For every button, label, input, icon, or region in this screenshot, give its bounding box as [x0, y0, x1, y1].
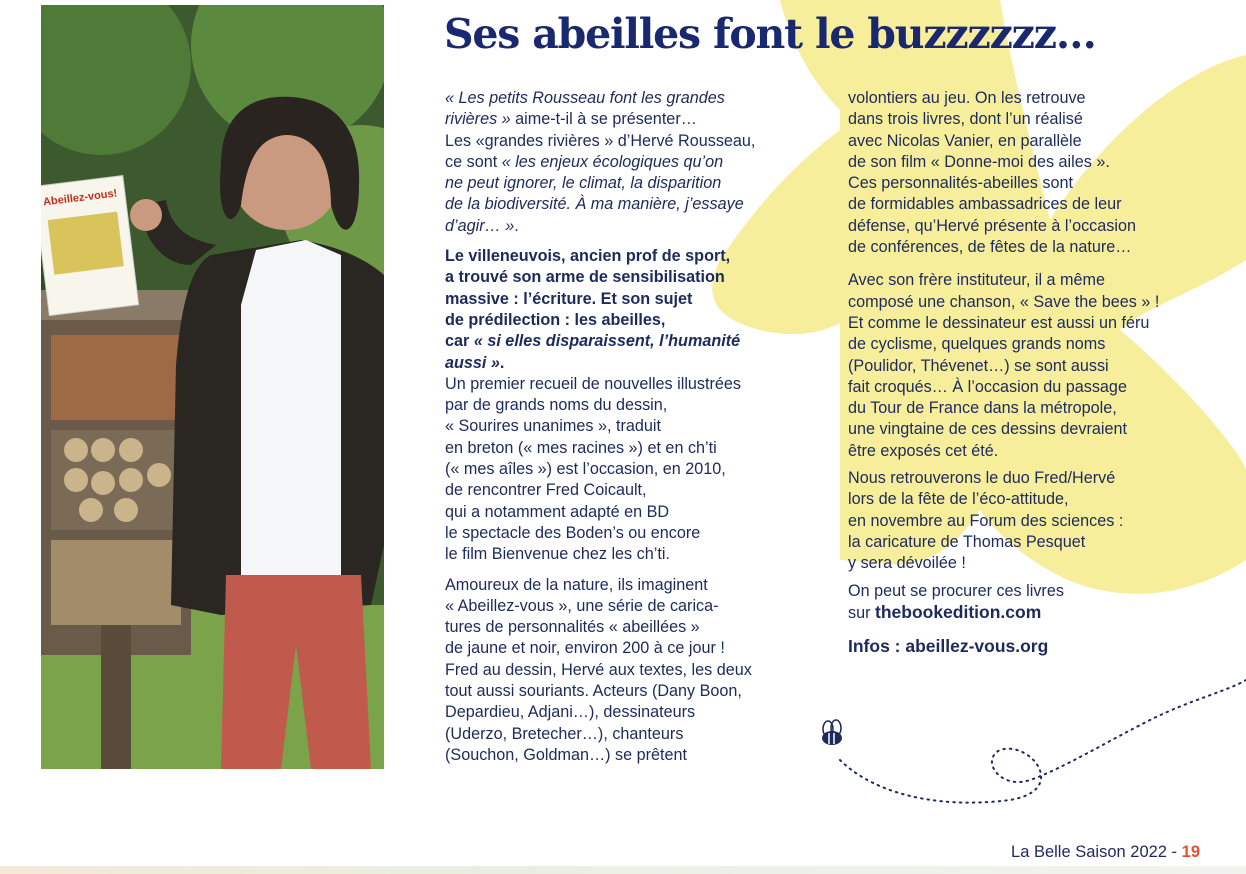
text-fragment: ce sont: [445, 152, 502, 171]
text-fragment: car: [445, 332, 474, 351]
text-fragment: « les enjeux écologiques qu’on: [501, 152, 724, 171]
paragraph-amoureux: [445, 575, 805, 767]
text-line: avec Nicolas Vanier, en parallèle: [848, 131, 1082, 150]
text-line: par de grands noms du dessin,: [445, 396, 668, 415]
log: [91, 471, 115, 495]
poster: [41, 176, 139, 316]
text-line: de prédilection : les abeilles,: [445, 310, 666, 329]
text-line: volontiers au jeu. On les retrouve: [848, 89, 1086, 107]
text-line: [445, 353, 805, 374]
text-line: (Uderzo, Bretecher…), chanteurs: [445, 724, 684, 743]
text-line: (« mes aîles ») est l’occasion, en 2010,: [445, 460, 726, 479]
text-line: ne peut ignorer, le climat, la disparition: [445, 174, 722, 193]
article-column-2: [848, 88, 1208, 657]
bold-paragraph: [445, 246, 805, 374]
text-line: Et comme le dessinateur est aussi un féru: [848, 313, 1150, 332]
text-fragment: rivières »: [445, 110, 511, 129]
bee-hotel-post: [101, 625, 131, 769]
text-line: (Souchon, Goldman…) se prêtent: [445, 745, 688, 764]
text-line: tout aussi souriants. Acteurs (Dany Boon,: [445, 682, 742, 701]
text-line: la caricature de Thomas Pesquet: [848, 532, 1086, 551]
text-line: qui a notamment adapté en BD: [445, 502, 670, 521]
article-title: Ses abeilles font le buzzzzzz…: [444, 10, 1096, 58]
bottom-strip: [0, 866, 1246, 874]
log: [119, 438, 143, 462]
text-line: tures de personnalités « abeillées »: [445, 618, 700, 637]
text-line: de formidables ambassadrices de leur: [848, 195, 1122, 214]
text-fragment: aime-t-il à se présenter…: [510, 110, 697, 129]
log: [91, 438, 115, 462]
text-line: du Tour de France dans la métropole,: [848, 399, 1117, 418]
text-line: défense, qu’Hervé présente à l’occasion: [848, 216, 1136, 235]
page-footer: [1011, 843, 1200, 862]
text-line: en novembre au Forum des sciences :: [848, 511, 1124, 530]
log: [119, 468, 143, 492]
text-line: composé une chanson, « Save the bees » !: [848, 292, 1160, 311]
text-line: Amoureux de la nature, ils imaginent: [445, 575, 708, 594]
log: [147, 463, 171, 487]
paragraph-volontiers: [848, 88, 1208, 258]
bee-hotel-shelf: [51, 335, 181, 420]
log: [64, 468, 88, 492]
text-fragment: « si elles disparaissent, l’humanité: [473, 332, 741, 351]
text-line: Un premier recueil de nouvelles illustrées: [445, 374, 742, 393]
paragraph-duo: [848, 468, 1208, 574]
bee-icon: [822, 720, 842, 745]
text-line: [445, 152, 805, 173]
text-line: [445, 331, 805, 352]
intro-paragraph: [445, 88, 805, 237]
text-line: le spectacle des Boden’s ou encore: [445, 523, 701, 542]
page-number: 19: [1181, 843, 1200, 861]
text-line: a trouvé son arme de sensibilisation: [445, 268, 725, 287]
text-line: On peut se procurer ces livres: [848, 581, 1064, 600]
text-line: massive : l’écriture. Et son sujet: [445, 289, 693, 308]
text-line: le film Bienvenue chez les ch’ti.: [445, 545, 670, 564]
paragraph-recueil: [445, 374, 805, 566]
text-line: de cyclisme, quelques grands noms: [848, 335, 1106, 354]
text-line: en breton (« mes racines ») et en ch’ti: [445, 438, 717, 457]
text-line: être exposés cet été.: [848, 441, 999, 460]
photo-herve-rousseau: [41, 5, 384, 769]
bee-trail-decoration: [810, 670, 1246, 820]
text-line: Depardieu, Adjani…), dessinateurs: [445, 703, 696, 722]
text-line: de rencontrer Fred Coicault,: [445, 481, 647, 500]
text-fragment: .: [499, 353, 505, 372]
text-fragment: .: [514, 216, 519, 235]
text-fragment: d’agir… »: [445, 216, 515, 235]
text-line: [848, 602, 1208, 624]
text-line: « Sourires unanimes », traduit: [445, 417, 661, 436]
text-line: dans trois livres, dont l’un réalisé: [848, 110, 1083, 129]
dotted-flight-path: [840, 680, 1246, 803]
text-fragment: sur: [848, 603, 875, 622]
log: [114, 498, 138, 522]
log: [64, 438, 88, 462]
text-line: de la biodiversité. À ma manière, j’essaye: [445, 195, 744, 214]
article-column-1: [445, 88, 805, 766]
poster-title: Abeillez-vous!: [42, 187, 118, 209]
paragraph-livres: [848, 581, 1208, 625]
text-line: une vingtaine de ces dessins devraient: [848, 420, 1127, 439]
thebookedition-link[interactable]: thebookedition.com: [875, 601, 1042, 622]
paragraph-chanson: [848, 270, 1208, 462]
text-line: Ces personnalités-abeilles sont: [848, 174, 1073, 193]
text-line: [445, 216, 805, 237]
text-line: de jaune et noir, environ 200 à ce jour !: [445, 639, 725, 658]
text-line: « Abeillez-vous », une série de carica-: [445, 596, 719, 615]
footer-label: La Belle Saison 2022 -: [1011, 843, 1182, 861]
infos-link[interactable]: Infos : abeillez-vous.org: [848, 636, 1049, 657]
text-line: fait croqués… À l’occasion du passage: [848, 377, 1127, 396]
text-line: de son film « Donne-moi des ailes ».: [848, 152, 1110, 171]
text-line: y sera dévoilée !: [848, 554, 966, 573]
text-line: Le villeneuvois, ancien prof de sport,: [445, 247, 731, 266]
text-line: lors de la fête de l’éco-attitude,: [848, 490, 1069, 509]
man-hand: [130, 199, 162, 231]
text-line: Avec son frère instituteur, il a même: [848, 271, 1106, 290]
text-line: de conférences, de fêtes de la nature…: [848, 238, 1132, 257]
text-line: [445, 109, 805, 130]
paragraph-infos: [848, 636, 1208, 657]
log: [79, 498, 103, 522]
text-line: (Poulidor, Thévenet…) se sont aussi: [848, 356, 1109, 375]
man-shirt: [241, 240, 341, 585]
text-line: Les «grandes rivières » d’Hervé Rousseau,: [445, 131, 756, 150]
text-line: Nous retrouverons le duo Fred/Hervé: [848, 469, 1116, 488]
text-line: Fred au dessin, Hervé aux textes, les deux: [445, 660, 752, 679]
text-fragment: aussi »: [445, 353, 500, 372]
text-line: « Les petits Rousseau font les grandes: [445, 89, 725, 107]
bee-hotel-reeds: [51, 540, 181, 625]
